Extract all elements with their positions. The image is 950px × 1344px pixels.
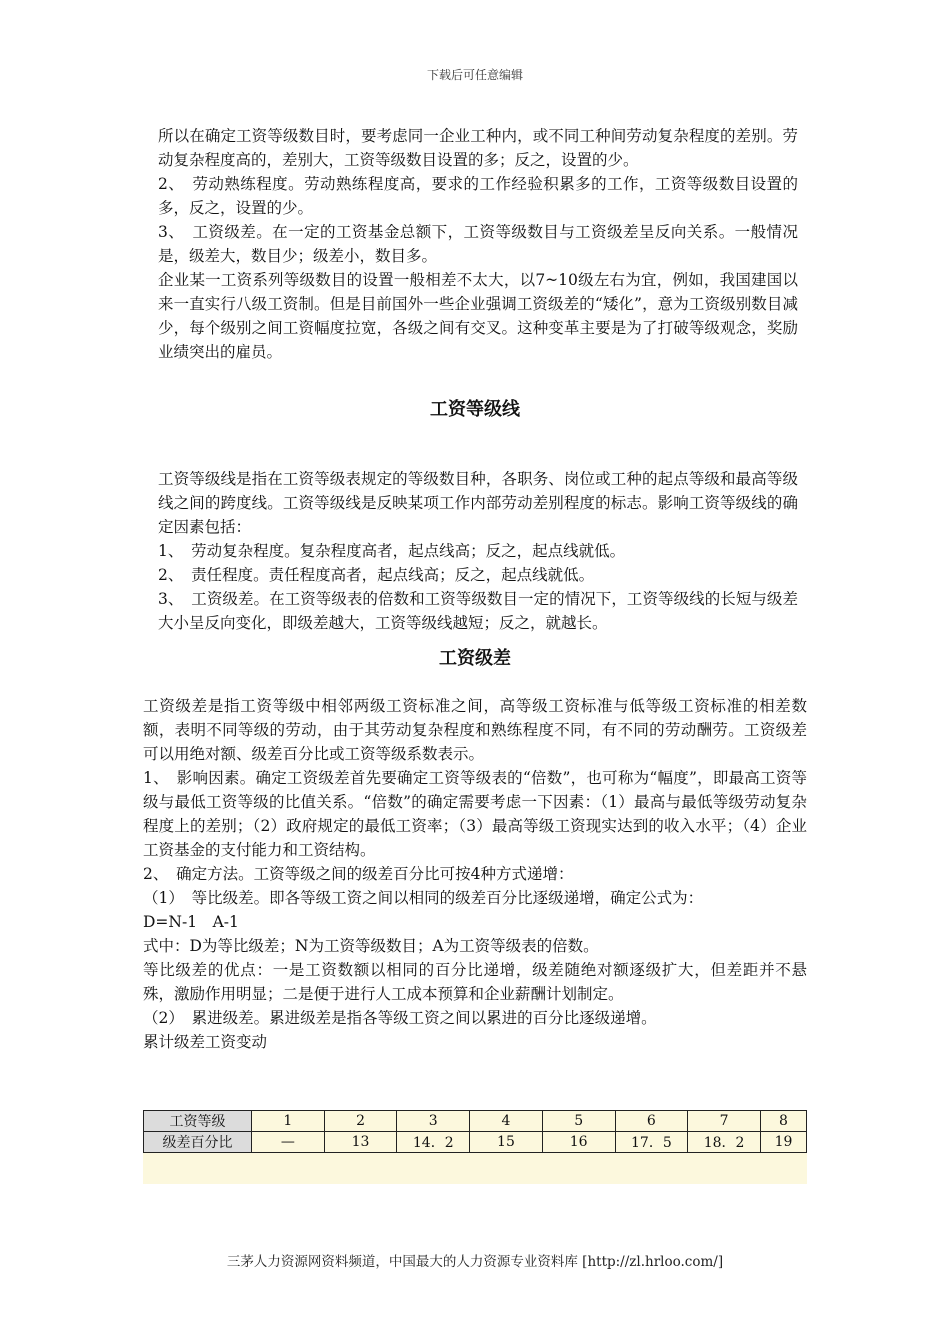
table-cell: 19	[761, 1132, 807, 1153]
list-item: 3、 工资级差。在工资等级表的倍数和工资等级数目一定的情况下，工资等级线的长短与级差大小呈反向变化，即级差越大，工资等级线越短；反之，就越长。	[158, 590, 798, 632]
section-heading: 工资等级线	[430, 399, 520, 420]
paragraph: 式中：D为等比级差；N为工资等级数目；A为工资等级表的倍数。	[143, 937, 599, 955]
table-cell: 1	[252, 1111, 325, 1132]
table-cell: 16	[542, 1132, 615, 1153]
paragraph: 企业某一工资系列等级数目的设置一般相差不太大，以7~10级左右为宜，例如，我国建国以来一直实行八级工资制。但是目前国外一些企业强调工资级差的“矮化”，意为工资级别数目减少，每个级别之间工资幅度拉宽，各级之间有交叉。这种变革主要是为了打破等级观念，奖励业绩突出的雇员。	[158, 271, 798, 361]
page-header: 下载后可任意编辑	[426, 68, 523, 82]
list-item: 2、 责任程度。责任程度高者，起点线高；反之，起点线就低。	[158, 566, 595, 584]
table-cell: 2	[324, 1111, 397, 1132]
formula: D=N-1 A-1	[143, 913, 239, 931]
table-caption: 累计级差工资变动	[143, 1033, 268, 1051]
section-heading: 工资级差	[439, 648, 511, 669]
table-cell: 15	[470, 1132, 543, 1153]
table-row-label: 级差百分比	[144, 1132, 252, 1153]
list-item: 1、 劳动复杂程度。复杂程度高者，起点线高；反之，起点线就低。	[158, 542, 626, 560]
paragraph: 所以在确定工资等级数目时，要考虑同一企业工种内，或不同工种间劳动复杂程度的差别。劳动复杂程度高的，差别大，工资等级数目设置的多；反之，设置的少。	[158, 127, 798, 169]
table-cell: 13	[324, 1132, 397, 1153]
table-cell: 5	[542, 1111, 615, 1132]
table-row-label: 工资等级	[144, 1111, 252, 1132]
salary-grade-table-container	[143, 1110, 807, 1184]
section-1	[158, 124, 798, 364]
table-cell: 14．2	[397, 1132, 470, 1153]
section-2	[158, 467, 798, 635]
paragraph: 等比级差的优点：一是工资数额以相同的百分比递增，级差随绝对额逐级扩大，但差距并不悬殊，激励作用明显；二是便于进行人工成本预算和企业薪酬计划制定。	[143, 961, 807, 1003]
table-cell: 17．5	[615, 1132, 688, 1153]
page-footer: 三茅人力资源网资料频道，中国最大的人力资源专业资料库 [http://zl.hrloo.com/]	[226, 1254, 724, 1270]
table-cell: 8	[761, 1111, 807, 1132]
table-row	[144, 1111, 807, 1132]
table-cell: 6	[615, 1111, 688, 1132]
list-item: 2、 确定方法。工资等级之间的级差百分比可按4种方式递增：	[143, 865, 574, 883]
table-cell: 3	[397, 1111, 470, 1132]
table-cell: —	[252, 1132, 325, 1153]
list-item: （2） 累进级差。累进级差是指各等级工资之间以累进的百分比逐级递增。	[143, 1009, 657, 1027]
paragraph: 工资等级线是指在工资等级表规定的等级数目种，各职务、岗位或工种的起点等级和最高等级线之间的跨度线。工资等级线是反映某项工作内部劳动差别程度的标志。影响工资等级线的确定因素包括：	[158, 470, 798, 536]
list-item: 1、 影响因素。确定工资级差首先要确定工资等级表的“倍数”，也可称为“幅度”，即最高工资等级与最低工资等级的比值关系。“倍数”的确定需要考虑一下因素：（1）最高与最低等级劳动复杂程度上的差别；（2）政府规定的最低工资率；（3）最高等级工资现实达到的收入水平；（4）企业工资基金的支付能力和工资结构。	[143, 769, 807, 859]
table-cell: 7	[688, 1111, 761, 1132]
list-item: （1） 等比级差。即各等级工资之间以相同的级差百分比逐级递增，确定公式为：	[143, 889, 704, 907]
salary-grade-table	[143, 1110, 807, 1153]
section-3	[143, 694, 807, 1054]
table-cell: 18．2	[688, 1132, 761, 1153]
paragraph: 工资级差是指工资等级中相邻两级工资标准之间，高等级工资标准与低等级工资标准的相差数额，表明不同等级的劳动，由于其劳动复杂程度和熟练程度不同，有不同的劳动酬劳。工资级差可以用绝对额、级差百分比或工资等级系数表示。	[143, 697, 807, 763]
table-cell: 4	[470, 1111, 543, 1132]
list-item: 3、 工资级差。在一定的工资基金总额下，工资等级数目与工资级差呈反向关系。一般情况是，级差大，数目少；级差小，数目多。	[158, 223, 798, 265]
list-item: 2、 劳动熟练程度。劳动熟练程度高，要求的工作经验积累多的工作，工资等级数目设置的多，反之，设置的少。	[158, 175, 798, 217]
table-row	[144, 1132, 807, 1153]
